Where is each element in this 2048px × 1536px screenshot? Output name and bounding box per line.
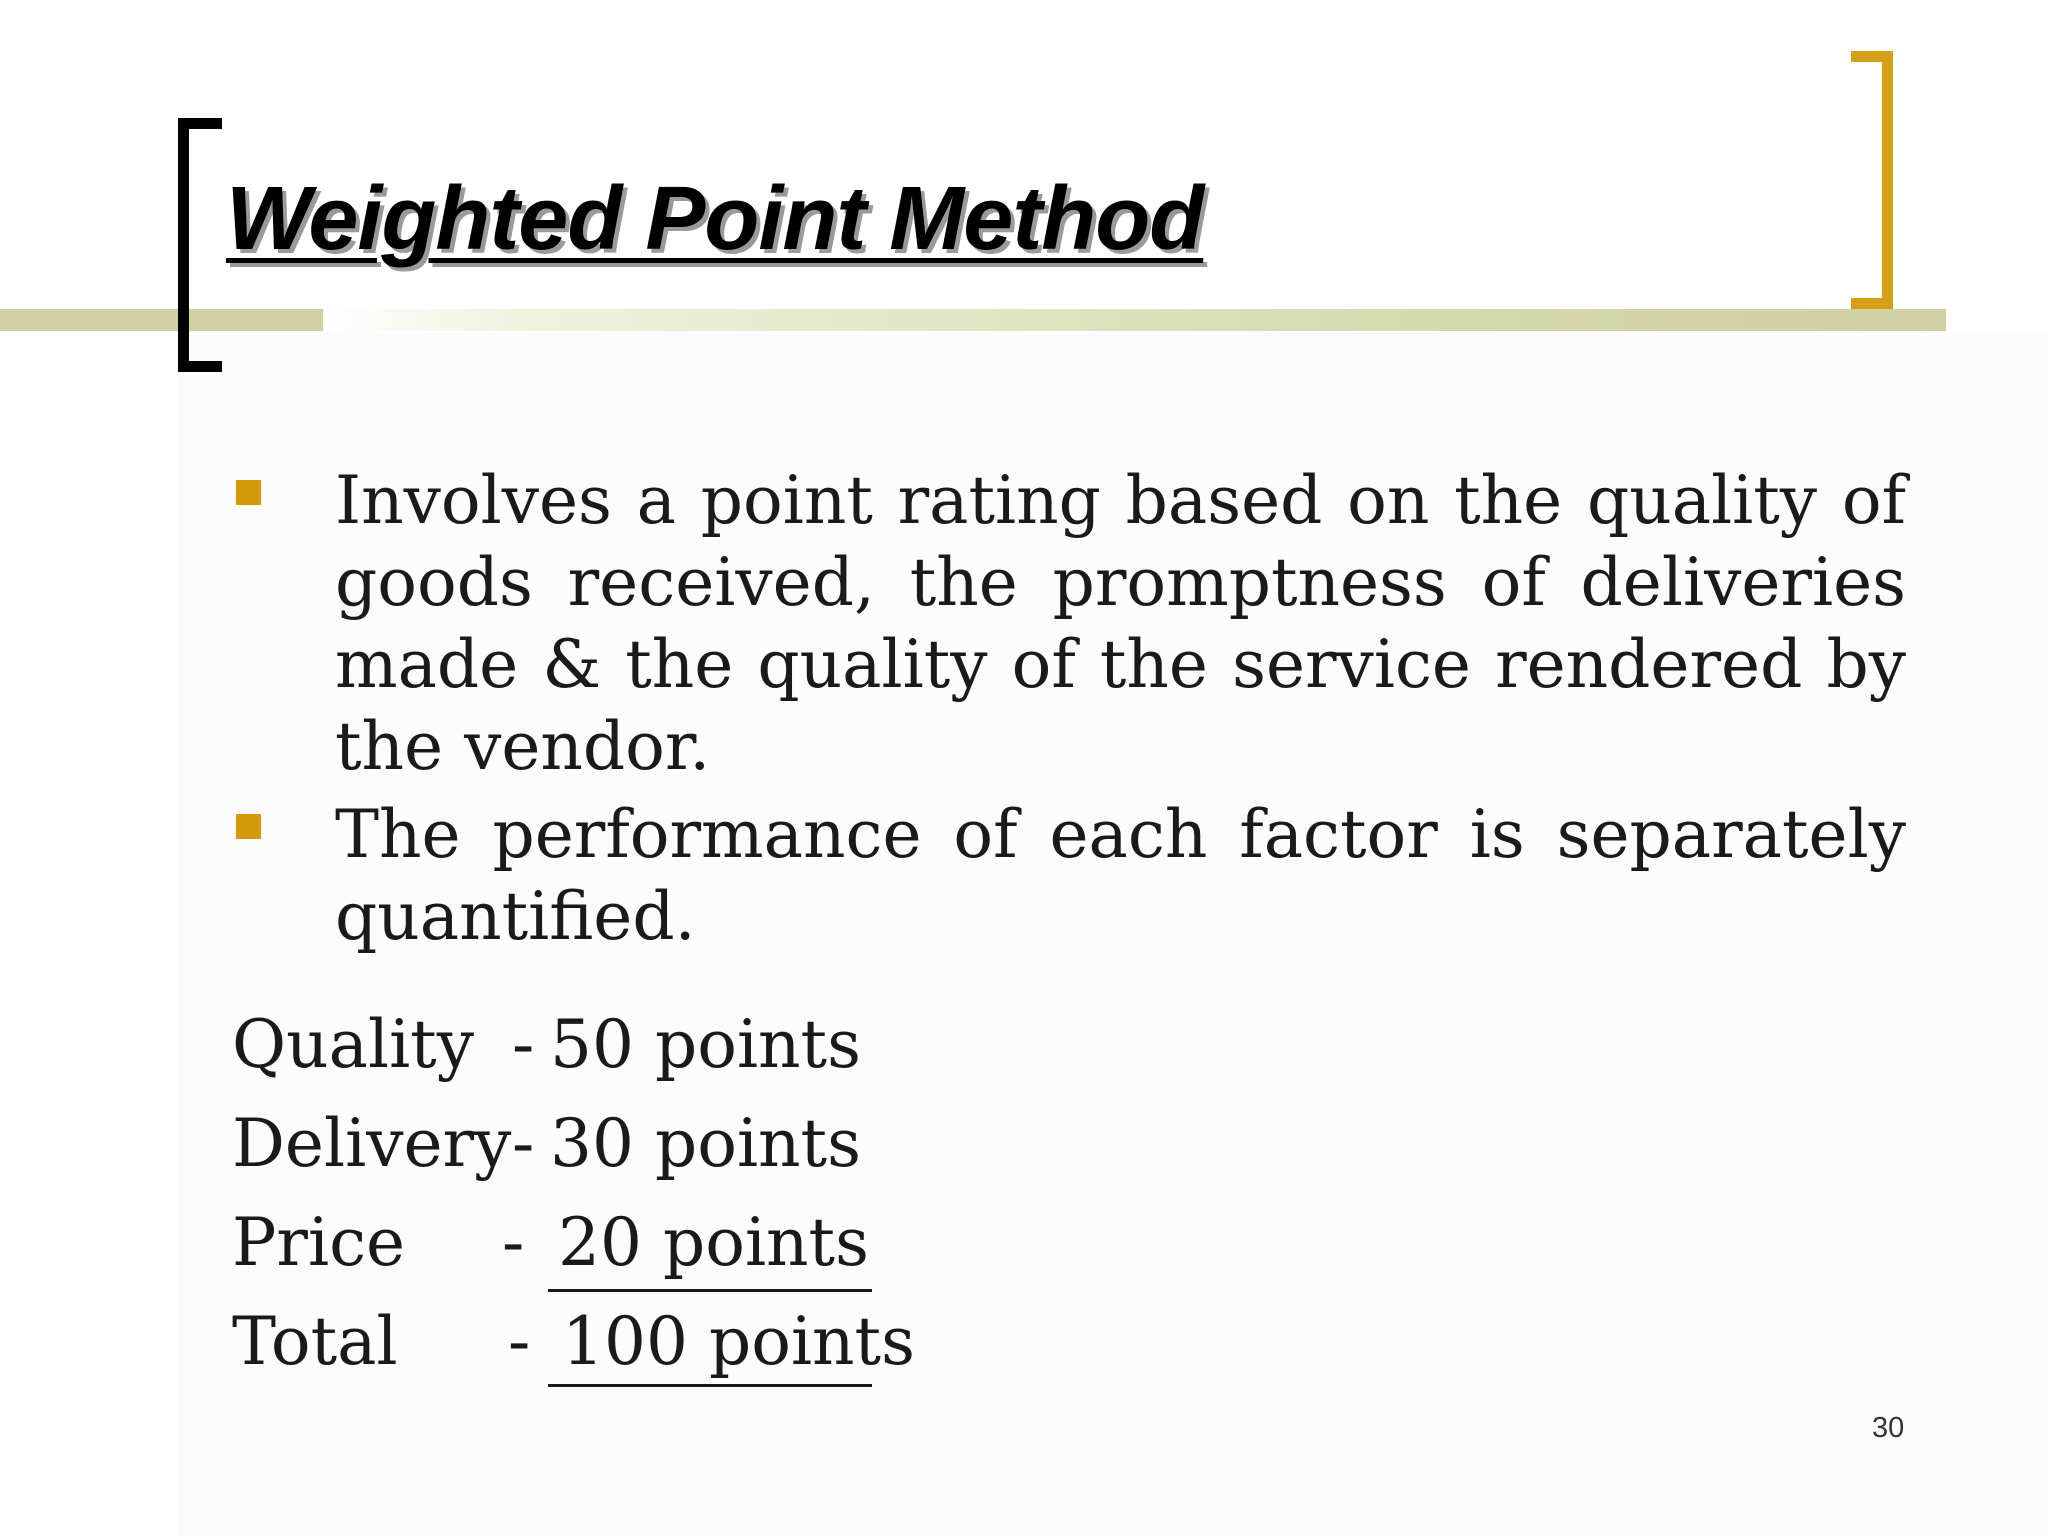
points-label: Delivery: [232, 1105, 512, 1182]
left-bracket-decoration: [178, 118, 222, 372]
subtotal-underline: [548, 1289, 872, 1292]
total-underline: [548, 1384, 872, 1387]
square-bullet-icon: [236, 480, 261, 505]
points-label: Price: [232, 1204, 406, 1281]
bullet-item: [230, 460, 1906, 788]
points-dash: -: [512, 1105, 535, 1182]
bullet-text: Involves a point rating based on the quality of goods received, the promptness of deliveries made & the quality of the service rendered by the vendor.: [335, 462, 1906, 785]
points-value: 30 points: [550, 1105, 861, 1182]
page-number: 30: [1872, 1412, 1905, 1444]
points-dash: -: [508, 1303, 531, 1380]
points-label: Total: [232, 1303, 398, 1380]
header-bar-right: [323, 309, 1946, 331]
right-bracket-decoration: [1851, 51, 1893, 309]
bullet-text: The performance of each factor is separately quantified.: [335, 796, 1906, 955]
slide-title: Weighted Point Method: [226, 169, 1204, 269]
points-value: 20 points: [558, 1204, 869, 1281]
points-label: Quality: [232, 1006, 474, 1083]
header-bar-left: [0, 309, 323, 331]
points-dash: -: [502, 1204, 525, 1281]
bullet-list: [230, 460, 1906, 964]
bullet-item: [230, 794, 1906, 958]
points-dash: -: [512, 1006, 535, 1083]
points-value: 50 points: [550, 1006, 861, 1083]
points-value: 100 points: [562, 1303, 915, 1380]
square-bullet-icon: [236, 814, 261, 839]
